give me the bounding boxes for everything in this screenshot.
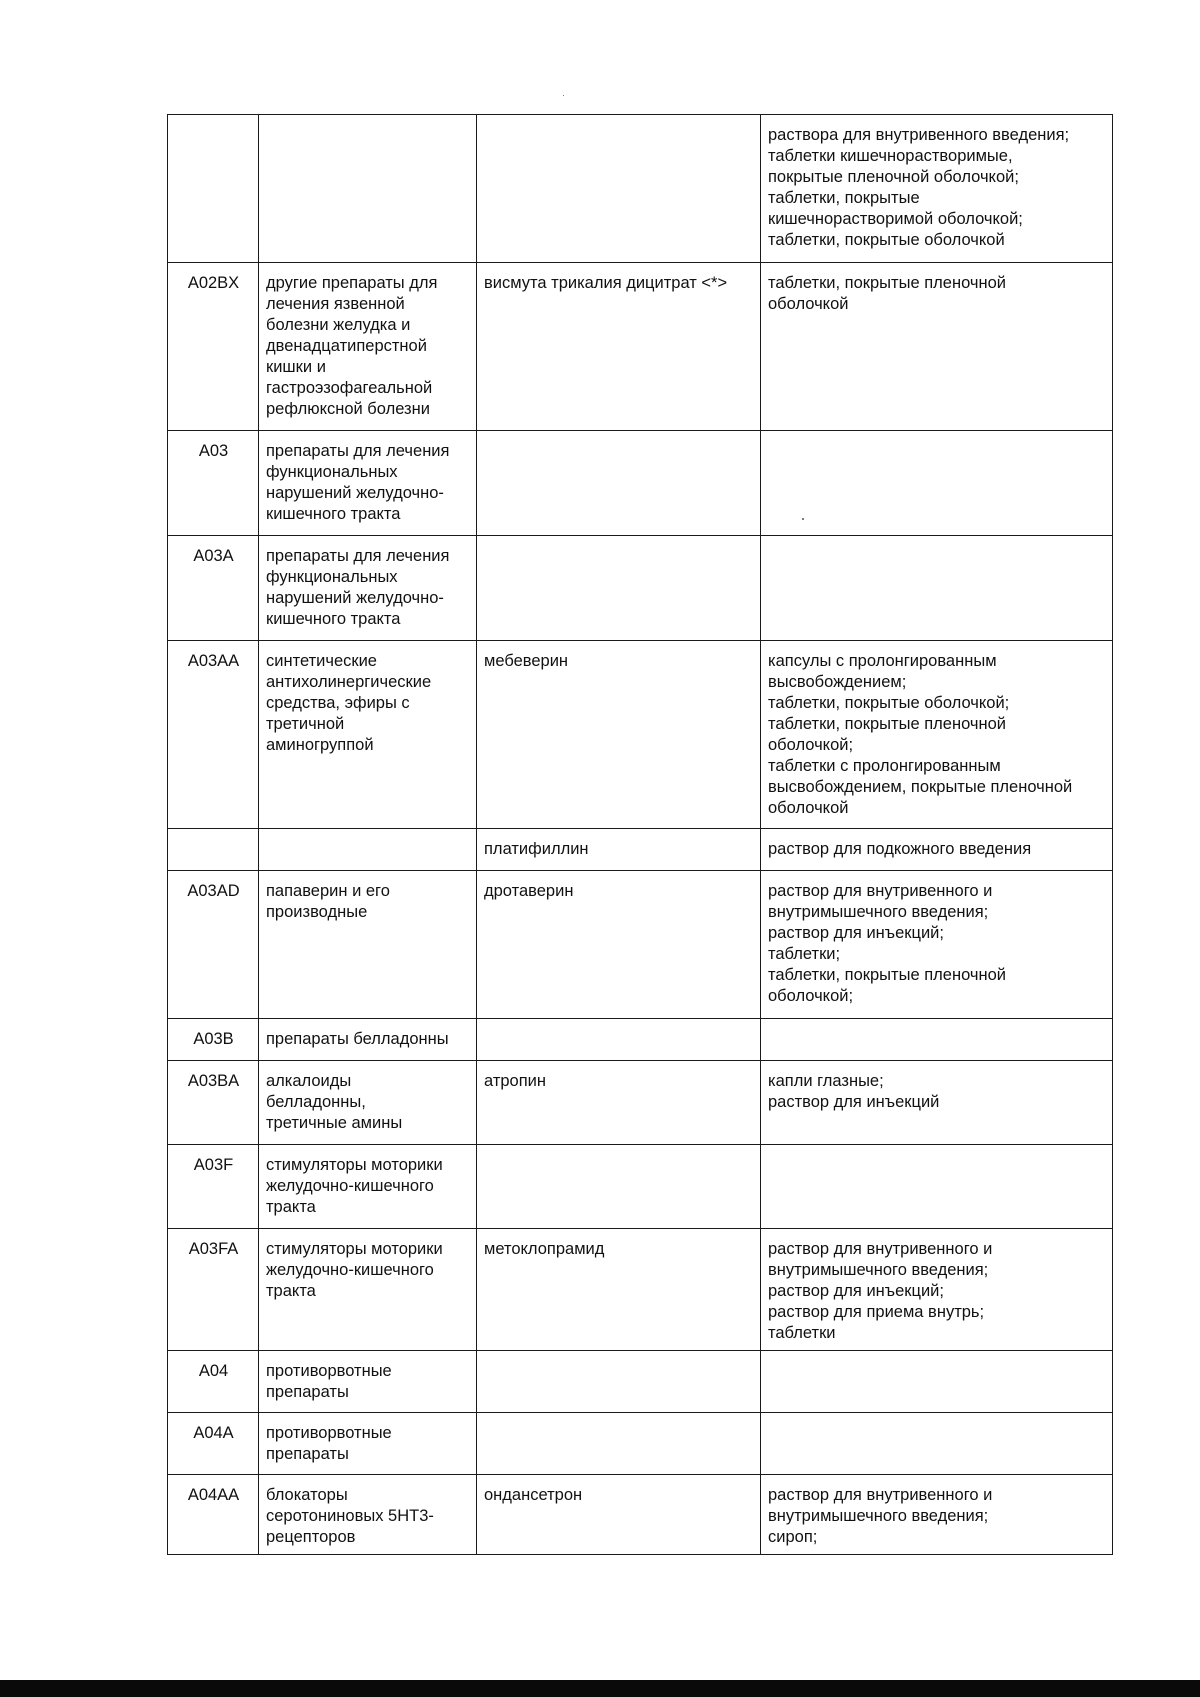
dosage-forms-cell (761, 1413, 1113, 1475)
cell-line: оболочкой; (768, 987, 854, 1005)
cell-line: высвобождением, покрытые пленочной (768, 778, 1073, 796)
cell-line: таблетки кишечнорастворимые, (768, 147, 1013, 165)
drug-name-cell (477, 829, 761, 871)
cell-line: метоклопрамид (484, 1240, 605, 1258)
drug-name-cell (477, 431, 761, 536)
table-row (168, 1019, 1113, 1061)
scan-speck (563, 95, 564, 96)
dosage-forms-cell (761, 1019, 1113, 1061)
atc-code-cell: A03AD (168, 871, 259, 1019)
cell-line: противорвотные (266, 1362, 392, 1380)
cell-line: серотониновых 5HT3- (266, 1507, 434, 1525)
cell-line: мебеверин (484, 652, 569, 670)
anatomical-group-cell (259, 1475, 477, 1555)
cell-line: раствор для приема внутрь; (768, 1303, 985, 1321)
table-row (168, 641, 1113, 829)
atc-code-cell: A03F (168, 1145, 259, 1229)
cell-line: таблетки, покрытые оболочкой (768, 231, 1005, 249)
cell-line: аминогруппой (266, 736, 374, 754)
cell-line: желудочно-кишечного (266, 1177, 434, 1195)
atc-code-cell: A03FA (168, 1229, 259, 1351)
cell-line: антихолинергические (266, 673, 432, 691)
cell-line: покрытые пленочной оболочкой; (768, 168, 1019, 186)
cell-line: стимуляторы моторики (266, 1240, 443, 1258)
cell-line: папаверин и его (266, 882, 390, 900)
drug-list-table (167, 114, 1113, 1555)
drug-name-cell (477, 1019, 761, 1061)
anatomical-group-cell (259, 1145, 477, 1229)
cell-line: раствора для внутривенного введения; (768, 126, 1070, 144)
anatomical-group-cell (259, 871, 477, 1019)
atc-code-cell: A02BX (168, 263, 259, 431)
dosage-forms-cell (761, 641, 1113, 829)
anatomical-group-cell (259, 1061, 477, 1145)
cell-line: нарушений желудочно- (266, 484, 444, 502)
atc-code-cell: A03AA (168, 641, 259, 829)
cell-line: платифиллин (484, 840, 589, 858)
cell-line: таблетки, покрытые пленочной (768, 966, 1006, 984)
cell-line: оболочкой; (768, 736, 854, 754)
cell-line: раствор для внутривенного и (768, 1240, 993, 1258)
cell-line: блокаторы (266, 1486, 348, 1504)
drug-name-cell (477, 263, 761, 431)
dosage-forms-cell (761, 1475, 1113, 1555)
cell-line: рефлюксной болезни (266, 400, 430, 418)
cell-line: раствор для внутривенного и (768, 882, 993, 900)
anatomical-group-cell (259, 263, 477, 431)
table-row (168, 1145, 1113, 1229)
anatomical-group-cell (259, 431, 477, 536)
table-row (168, 1413, 1113, 1475)
cell-line: таблетки, покрытые пленочной (768, 274, 1006, 292)
dosage-forms-cell (761, 115, 1113, 263)
atc-code-cell: A04AA (168, 1475, 259, 1555)
cell-line: препараты для лечения (266, 442, 450, 460)
cell-line: белладонны, (266, 1093, 366, 1111)
cell-line: двенадцатиперстной (266, 337, 427, 355)
cell-line: тракта (266, 1282, 316, 1300)
table-row (168, 829, 1113, 871)
anatomical-group-cell (259, 1229, 477, 1351)
table-row (168, 536, 1113, 641)
drug-name-cell (477, 1351, 761, 1413)
atc-code-cell: A04 (168, 1351, 259, 1413)
table-row (168, 263, 1113, 431)
cell-line: таблетки, покрытые оболочкой; (768, 694, 1010, 712)
cell-line: раствор для внутривенного и (768, 1486, 993, 1504)
cell-line: высвобождением; (768, 673, 907, 691)
table-row (168, 431, 1113, 536)
scan-bottom-edge (0, 1680, 1200, 1697)
atc-code-cell: A03A (168, 536, 259, 641)
cell-line: средства, эфиры с (266, 694, 410, 712)
table-row (168, 871, 1113, 1019)
cell-line: оболочкой (768, 799, 849, 817)
atc-code-cell: A04A (168, 1413, 259, 1475)
cell-line: алкалоиды (266, 1072, 352, 1090)
cell-line: кишки и (266, 358, 326, 376)
drug-name-cell (477, 641, 761, 829)
dosage-forms-cell (761, 263, 1113, 431)
cell-line: таблетки с пролонгированным (768, 757, 1001, 775)
drug-name-cell (477, 115, 761, 263)
cell-line: функциональных (266, 463, 398, 481)
cell-line: тракта (266, 1198, 316, 1216)
cell-line: таблетки (768, 1324, 836, 1342)
atc-code-cell (168, 829, 259, 871)
table-row (168, 1229, 1113, 1351)
cell-line: функциональных (266, 568, 398, 586)
cell-line: синтетические (266, 652, 377, 670)
cell-line: раствор для инъекций; (768, 1282, 944, 1300)
dosage-forms-cell (761, 431, 1113, 536)
anatomical-group-cell (259, 115, 477, 263)
cell-line: гастроэзофагеальной (266, 379, 433, 397)
cell-line: кишечного тракта (266, 610, 401, 628)
drug-name-cell (477, 1475, 761, 1555)
atc-code-cell: A03BA (168, 1061, 259, 1145)
cell-line: внутримышечного введения; (768, 1261, 989, 1279)
scan-speck (802, 518, 804, 520)
cell-line: таблетки, покрытые пленочной (768, 715, 1006, 733)
cell-line: препараты белладонны (266, 1030, 449, 1048)
drug-name-cell (477, 1413, 761, 1475)
table-row (168, 1475, 1113, 1555)
cell-line: производные (266, 903, 368, 921)
cell-line: сироп; (768, 1528, 818, 1546)
cell-line: рецепторов (266, 1528, 356, 1546)
dosage-forms-cell (761, 1061, 1113, 1145)
table-row (168, 1061, 1113, 1145)
drug-name-cell (477, 536, 761, 641)
cell-line: препараты (266, 1445, 349, 1463)
cell-line: атропин (484, 1072, 546, 1090)
table-row (168, 115, 1113, 263)
cell-line: оболочкой (768, 295, 849, 313)
drug-name-cell (477, 871, 761, 1019)
dosage-forms-cell (761, 536, 1113, 641)
atc-code-cell: A03B (168, 1019, 259, 1061)
dosage-forms-cell (761, 829, 1113, 871)
cell-line: ондансетрон (484, 1486, 583, 1504)
drug-name-cell (477, 1229, 761, 1351)
cell-line: таблетки, покрытые (768, 189, 920, 207)
anatomical-group-cell (259, 1413, 477, 1475)
anatomical-group-cell (259, 536, 477, 641)
table-body (168, 115, 1113, 1555)
cell-line: капсулы с пролонгированным (768, 652, 997, 670)
drug-name-cell (477, 1145, 761, 1229)
dosage-forms-cell (761, 871, 1113, 1019)
cell-line: висмута трикалия дицитрат <*> (484, 274, 728, 292)
cell-line: кишечнорастворимой оболочкой; (768, 210, 1023, 228)
cell-line: раствор для инъекций; (768, 924, 944, 942)
anatomical-group-cell (259, 1019, 477, 1061)
cell-line: третичные амины (266, 1114, 403, 1132)
cell-line: стимуляторы моторики (266, 1156, 443, 1174)
cell-line: болезни желудка и (266, 316, 411, 334)
cell-line: препараты (266, 1383, 349, 1401)
cell-line: таблетки; (768, 945, 841, 963)
cell-line: лечения язвенной (266, 295, 405, 313)
cell-line: кишечного тракта (266, 505, 401, 523)
drug-name-cell (477, 1061, 761, 1145)
cell-line: раствор для подкожного введения (768, 840, 1032, 858)
cell-line: внутримышечного введения; (768, 1507, 989, 1525)
atc-code-cell (168, 115, 259, 263)
cell-line: внутримышечного введения; (768, 903, 989, 921)
cell-line: третичной (266, 715, 345, 733)
cell-line: дротаверин (484, 882, 574, 900)
dosage-forms-cell (761, 1351, 1113, 1413)
cell-line: препараты для лечения (266, 547, 450, 565)
anatomical-group-cell (259, 829, 477, 871)
cell-line: желудочно-кишечного (266, 1261, 434, 1279)
cell-line: противорвотные (266, 1424, 392, 1442)
dosage-forms-cell (761, 1145, 1113, 1229)
cell-line: нарушений желудочно- (266, 589, 444, 607)
anatomical-group-cell (259, 641, 477, 829)
cell-line: капли глазные; (768, 1072, 884, 1090)
dosage-forms-cell (761, 1229, 1113, 1351)
cell-line: раствор для инъекций (768, 1093, 940, 1111)
cell-line: другие препараты для (266, 274, 438, 292)
table-row (168, 1351, 1113, 1413)
anatomical-group-cell (259, 1351, 477, 1413)
atc-code-cell: A03 (168, 431, 259, 536)
